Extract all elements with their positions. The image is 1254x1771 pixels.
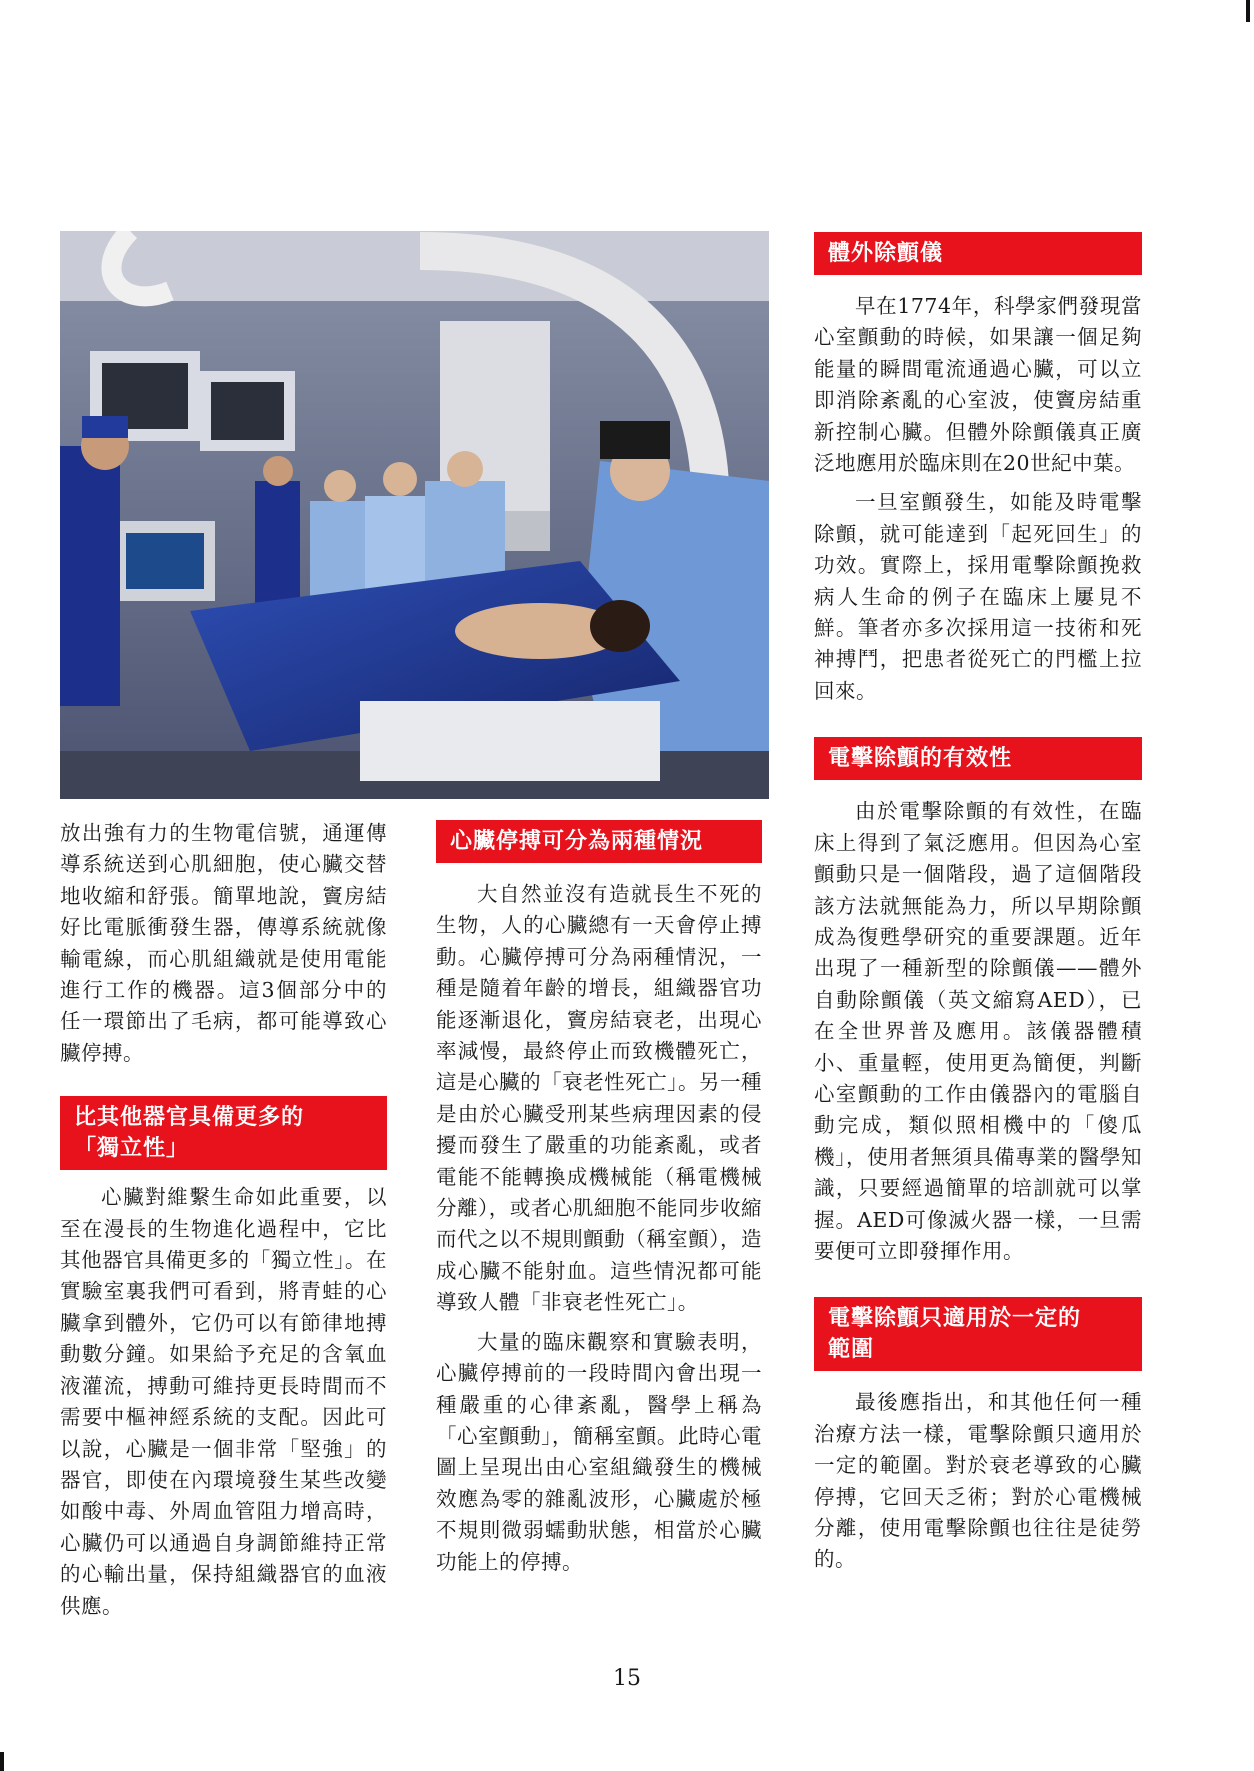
effectiveness-paragraph: 由於電擊除顫的有效性，在臨床上得到了氣泛應用。但因為心室顫動只是一個階段，過了這個階段該方法就無能為力，所以早期除顫成為復甦學研究的重要課題。近年出現了一種新型的除顫儀——體外自動除顫儀（英文縮寫AED），已在全世界普及應用。該儀器體積小、重量輕，使用更為簡便，判斷心室顫動的工作由儀器內的電腦自動完成，類似照相機中的「傻瓜機」，使用者無須具備專業的醫學知識，只要經過簡單的培訓就可以掌握。AED可像滅火器一樣，一旦需要便可立即發揮作用。 — [814, 799, 1142, 1263]
section-title-effectiveness: 電擊除顫的有效性 — [814, 737, 1142, 780]
two-cases-paragraph-2: 大量的臨床觀察和實驗表明，心臟停搏前的一段時間內會出現一種嚴重的心律紊亂，醫學上稱為「心室顫動」，簡稱室顫。此時心電圖上呈現出由心室組織發生的機械效應為零的雜亂波形，心臟處於極不規則微弱蠕動狀態，相當於心臟功能上的停搏。 — [436, 1329, 762, 1574]
column-1 — [60, 818, 387, 1630]
section-title-line2: 「獨立性」 — [74, 1136, 190, 1162]
two-cases-paragraph-1: 大自然並沒有造就長生不死的生物，人的心臟總有一天會停止搏動。心臟停搏可分為兩種情況，一種是隨着年齡的增長，組織器官功能逐漸退化，竇房結衰老，出現心率減慢，最終停止而致機體死亡，這是心臟的「衰老性死亡」。另一種是由於心臟受刑某些病理因素的侵擾而發生了嚴重的功能紊亂，或者電能不能轉換成機械能（稱電機械分離），或者心肌細胞不能同步收縮而代之以不規則顫動（稱室顫），造成心臟不能射血。這些情況都可能導致人體「非衰老性死亡」。 — [436, 882, 762, 1315]
cardiac-cath-lab-photo — [60, 231, 769, 799]
defibrillator-paragraph-2: 一旦室顫發生，如能及時電擊除顫，就可能達到「起死回生」的功效。實際上，採用電擊除顫挽救病人生命的例子在臨床上屢見不鮮。筆者亦多次採用這一技術和死神搏鬥，把患者從死亡的門檻上拉回來。 — [814, 490, 1142, 703]
column-2 — [436, 820, 762, 1586]
limited-scope-title-line1: 電擊除顫只適用於一定的 — [828, 1306, 1082, 1332]
scan-edge-mark-bottom-left — [0, 1752, 4, 1771]
page-number: 15 — [613, 1666, 641, 1691]
section-title-two-cases: 心臟停搏可分為兩種情況 — [436, 820, 762, 863]
scan-edge-mark-top-right — [1246, 0, 1250, 22]
defibrillator-paragraph-1: 早在1774年，科學家們發現當心室顫動的時候，如果讓一個足夠能量的瞬間電流通過心臟，可以立即消除紊亂的心室波，使竇房結重新控制心臟。但體外除顫儀真正廣泛地應用於臨床則在20世紀中葉。 — [814, 294, 1142, 476]
limited-scope-title-line2: 範圍 — [828, 1337, 875, 1363]
section-title-independence — [60, 1096, 387, 1170]
intro-paragraph: 放出強有力的生物電信號，通運傳導系統送到心肌細胞，使心臟交替地收縮和舒張。簡單地說，竇房結好比電脈衝發生器，傳導系統就像輸電線，而心肌組織就是使用電能進行工作的機器。這3個部分中的任一環節出了毛病，都可能導致心臟停搏。 — [60, 821, 387, 1065]
independence-paragraph: 心臟對維繫生命如此重要，以至在漫長的生物進化過程中，它比其他器官具備更多的「獨立性」。在實驗室裏我們可看到，將青蛙的心臟拿到體外，它仍可以有節律地搏動數分鐘。如果給予充足的含氧血液灌流，搏動可維持更長時間而不需要中樞神經系統的支配。因此可以說，心臟是一個非常「堅強」的器官，即使在內環境發生某些改變如酸中毒、外周血管阻力增高時，心臟仍可以通過自身調節維持正常的心輸出量，保持組織器官的血液供應。 — [60, 1185, 387, 1618]
section-title-limited-scope — [814, 1297, 1142, 1371]
limited-scope-paragraph: 最後應指出，和其他任何一種治療方法一樣，電擊除顫只適用於一定的範圍。對於衰老導致的心臟停搏，它回天乏術；對於心電機械分離，使用電擊除顫也往往是徒勞的。 — [814, 1390, 1142, 1572]
section-title-external-defibrillator: 體外除顫儀 — [814, 232, 1142, 275]
section-title-line1: 比其他器官具備更多的 — [74, 1105, 305, 1131]
column-3 — [814, 232, 1142, 1584]
photo-illustration — [60, 231, 769, 799]
